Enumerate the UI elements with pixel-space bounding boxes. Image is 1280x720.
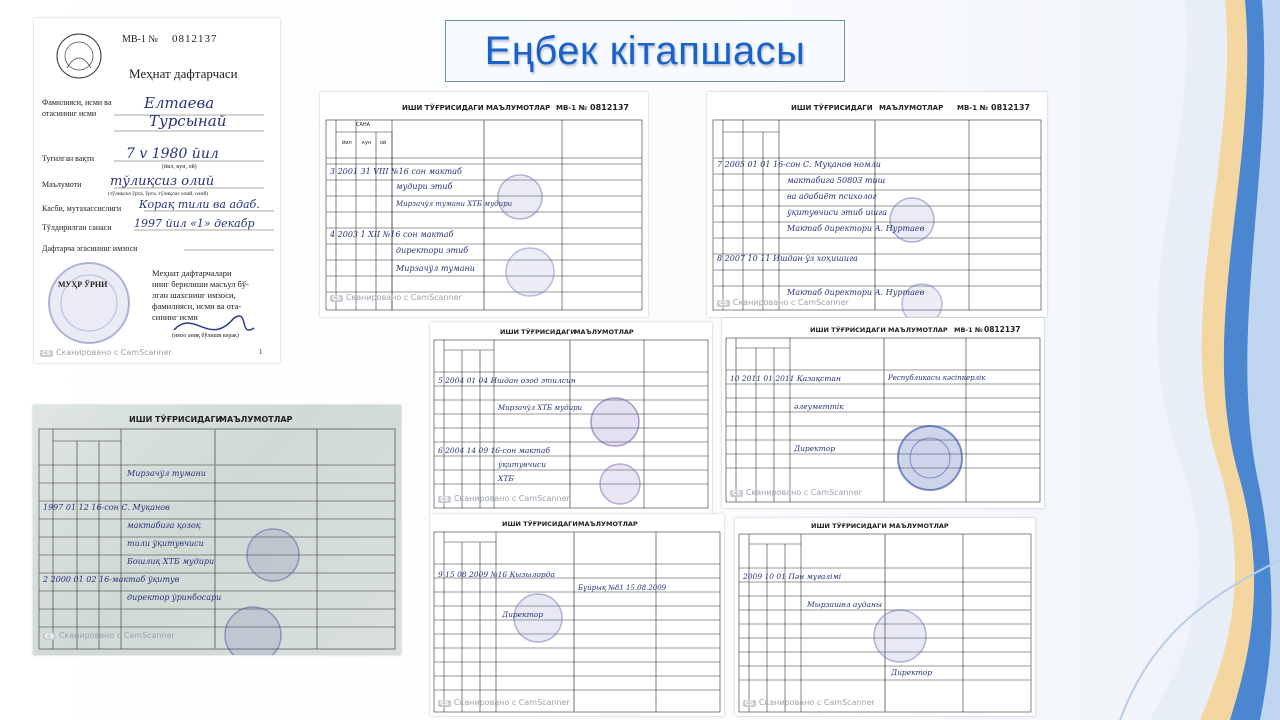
- record-page-5-entry-4: Директор: [794, 444, 836, 453]
- cover-page-scan: [34, 18, 280, 363]
- record-page-4-entry-1: 5 2004 01 04 Ишдан озод этилсин: [438, 376, 576, 385]
- record-page-5-entry-3: әлеуметтік: [794, 402, 844, 411]
- record-page-4: [430, 322, 712, 514]
- cover-note-line-1: Меҳнат дафтарчалари: [152, 268, 232, 278]
- cover-scanner-mark: CS Сканировано с CamScanner: [40, 348, 172, 357]
- record-page-3-entry-1: Мирзачўл тумани: [127, 469, 206, 478]
- record-page-7-header-left: ИШИ ТЎҒРИСИДАГИ: [811, 522, 887, 530]
- record-page-2-entry-2: мактабига 50803 тиш: [787, 176, 886, 185]
- record-page-5-entry-1: 10 2011 01 2011 Қазақстан: [730, 374, 841, 383]
- record-page-1: [320, 92, 648, 317]
- record-page-2-entry-4: ўқитувчиси этиб ишга: [787, 208, 888, 217]
- record-page-1-entry-3: Мирзачўл тумани ХТБ мудири: [396, 200, 513, 208]
- record-page-5-series-label: МВ-1 №: [954, 326, 983, 334]
- record-page-7-entry-2: Мырзашөл ауданы: [807, 600, 883, 609]
- record-page-3-entry-6: 2 2000 01 02 16-мактаб ўқитув: [43, 575, 180, 584]
- cover-note-line-2: нинг берилиши масъул бў-: [152, 279, 249, 289]
- record-page-1-header-right: МАЪЛУМОТЛАР: [486, 104, 551, 112]
- cover-page-number: 1: [259, 348, 263, 356]
- record-page-6-entry-3: Бұйрық №81 15.08.2009: [578, 584, 667, 592]
- record-page-2-entry-1: 7 2005 01 01 16-сон С. Муқанов номли: [717, 160, 881, 169]
- record-page-4-header-left: ИШИ ТЎҒРИСИДАГИ: [500, 328, 576, 336]
- record-page-5-header-right: МАЪЛУМОТЛАР: [888, 326, 948, 334]
- record-page-3-header-left: ИШИ ТЎҒРИСИДАГИ: [129, 415, 223, 424]
- record-page-2: [707, 92, 1047, 317]
- record-page-1-scanner-mark: CS Сканировано с CamScanner: [330, 293, 462, 302]
- cover-field-value-3: 7 v 1980 йил: [126, 146, 219, 162]
- record-page-3-header-right: МАЪЛУМОТЛАР: [219, 415, 293, 424]
- record-page-2-grid: [707, 92, 1047, 317]
- record-page-1-col-year: йил: [342, 140, 352, 146]
- record-page-3-scanner-mark: CS Сканировано с CamScanner: [43, 631, 175, 640]
- record-page-4-entry-2: Мирзачўл ХТБ мудири: [498, 404, 583, 412]
- record-page-1-col-day: кун: [362, 140, 372, 146]
- record-page-5-series-number: 0812137: [984, 325, 1021, 334]
- cover-note-line-5: сининг исми: [152, 312, 198, 322]
- record-page-7-scanner-mark: CS Сканировано с CamScanner: [743, 698, 875, 707]
- cover-field-value-4: тўлиқсиз олий: [110, 174, 215, 189]
- record-page-2-series-label: МВ-1 №: [957, 104, 988, 112]
- record-page-4-entry-3: 6 2004 14 09 16-сон мактаб: [438, 446, 550, 455]
- cover-doc-title: Меҳнат дафтарчаси: [129, 66, 238, 81]
- record-page-6-entry-1: 9 15 08 2009 №16 Қызылорда: [438, 570, 555, 579]
- record-page-6-header-right: МАЪЛУМОТЛАР: [578, 520, 638, 528]
- record-page-2-series-number: 0812137: [991, 103, 1030, 112]
- cover-field-value-6: 1997 йил «1» декабр: [134, 217, 255, 230]
- record-page-3-grid: [33, 405, 401, 655]
- record-page-3-entry-7: директор ўринбосари: [127, 593, 222, 602]
- record-page-4-header-right: МАЪЛУМОТЛАР: [574, 328, 634, 336]
- record-page-4-scanner-mark: CS Сканировано с CamScanner: [438, 494, 570, 503]
- record-page-2-entry-7: Мактаб директори А. Нуртаев: [787, 288, 925, 297]
- record-page-5-scanner-mark: CS Сканировано с CamScanner: [730, 488, 862, 497]
- record-page-1-col-date: САНА: [356, 122, 371, 128]
- cover-field-hint-3: (йил, кун, ой): [162, 164, 197, 170]
- record-page-4-entry-5: ХТБ: [498, 474, 514, 483]
- cover-field-label-6: Тўлдирилган санаси: [42, 223, 112, 232]
- record-page-2-entry-3: ва адабиёт психолог: [787, 192, 877, 201]
- record-page-1-entry-4: 4 2003 1 XII №16 сон мактаб: [330, 230, 454, 239]
- record-page-2-entry-6: 8 2007 10 11 Ишдан ўз хоҳишига: [717, 254, 858, 263]
- record-page-1-series-number: 0812137: [590, 103, 629, 112]
- record-page-1-entry-1: 3 2001 31 VIII №16 сон мактаб: [330, 167, 462, 176]
- record-page-6-scanner-mark: CS Сканировано с CamScanner: [438, 698, 570, 707]
- record-page-4-grid: [430, 322, 712, 514]
- record-page-3-photo: [33, 405, 401, 655]
- record-page-3-entry-4: тили ўқитувчиси: [127, 539, 204, 548]
- record-page-1-entry-5: директори этиб: [396, 246, 469, 255]
- record-page-1-entry-2: мудири этиб: [396, 182, 453, 191]
- cover-series-number: 0812137: [172, 33, 218, 45]
- cover-field-hint-4: (тўлиқсиз ўрта, ўрта, тўлиқсиз олий, олий): [108, 191, 209, 197]
- record-page-3-entry-5: Бошлиқ ХТБ мудири: [127, 557, 215, 566]
- record-page-7: [735, 518, 1035, 716]
- cover-note-line-3: лган шахснинг имзоси,: [152, 290, 236, 300]
- record-page-5-grid: [722, 318, 1044, 508]
- record-page-3-entry-3: мактабига қозоқ: [127, 521, 201, 530]
- cover-field-value-5: Корақ тили ва адаб.: [139, 198, 260, 211]
- record-page-2-header-right: МАЪЛУМОТЛАР: [879, 104, 944, 112]
- cover-field-label-7: Дафтарча эгасининг имзоси: [42, 244, 138, 253]
- record-page-4-entry-4: ўқитувчиси: [498, 460, 547, 469]
- record-page-6-grid: [430, 514, 724, 716]
- record-page-6: [430, 514, 724, 716]
- cover-note-line-4: фамилияси, исми ва ота-: [152, 301, 242, 311]
- record-page-7-grid: [735, 518, 1035, 716]
- cover-field-label-4: Маълумоти: [42, 180, 82, 189]
- slide-title-box: [445, 20, 845, 82]
- cover-field-label-2: отасининг исми: [42, 109, 97, 118]
- record-page-2-entry-5: Мактаб директори А. Нуртаев: [787, 224, 925, 233]
- cover-stamp-text: МУҲР ЎРНИ: [58, 280, 108, 289]
- record-page-5: [722, 318, 1044, 508]
- record-page-3-entry-2: 1997 01 12 16-сон С. Муқанов: [43, 503, 170, 512]
- record-page-1-col-month: ой: [380, 140, 387, 146]
- cover-field-label-1: Фамилияси, исми ва: [42, 98, 112, 107]
- cover-field-value-1: Елтаева: [144, 94, 215, 112]
- slide-title: Еңбек кітапшасы: [484, 28, 806, 73]
- record-page-1-entry-6: Мирзачўл тумани: [396, 264, 475, 273]
- cover-series-label: МВ-1 №: [122, 34, 158, 45]
- cover-field-value-2: Турсынай: [149, 112, 227, 130]
- record-page-5-header-left: ИШИ ТЎҒРИСИДАГИ: [810, 326, 886, 334]
- record-page-7-entry-3: Директор: [891, 668, 933, 677]
- cover-field-label-3: Туғилган вақти: [42, 154, 95, 163]
- record-page-6-entry-2: Директор: [502, 610, 544, 619]
- record-page-1-series-label: МВ-1 №: [556, 104, 587, 112]
- record-page-1-header-left: ИШИ ТЎҒРИСИДАГИ: [402, 104, 484, 112]
- record-page-7-entry-1: 2009 10 01 Пән мұғалімі: [743, 572, 842, 581]
- record-page-5-entry-2: Республикасы кәсіпкерлік: [888, 374, 986, 382]
- record-page-2-scanner-mark: CS Сканировано с CamScanner: [717, 298, 849, 307]
- record-page-2-header-left: ИШИ ТЎҒРИСИДАГИ: [791, 104, 873, 112]
- cover-signature-hint: (имзо аниқ бўлиши керак): [172, 333, 239, 339]
- cover-field-label-5: Касби, мутахассислиги: [42, 204, 122, 213]
- record-page-7-header-right: МАЪЛУМОТЛАР: [889, 522, 949, 530]
- record-page-6-header-left: ИШИ ТЎҒРИСИДАГИ: [502, 520, 578, 528]
